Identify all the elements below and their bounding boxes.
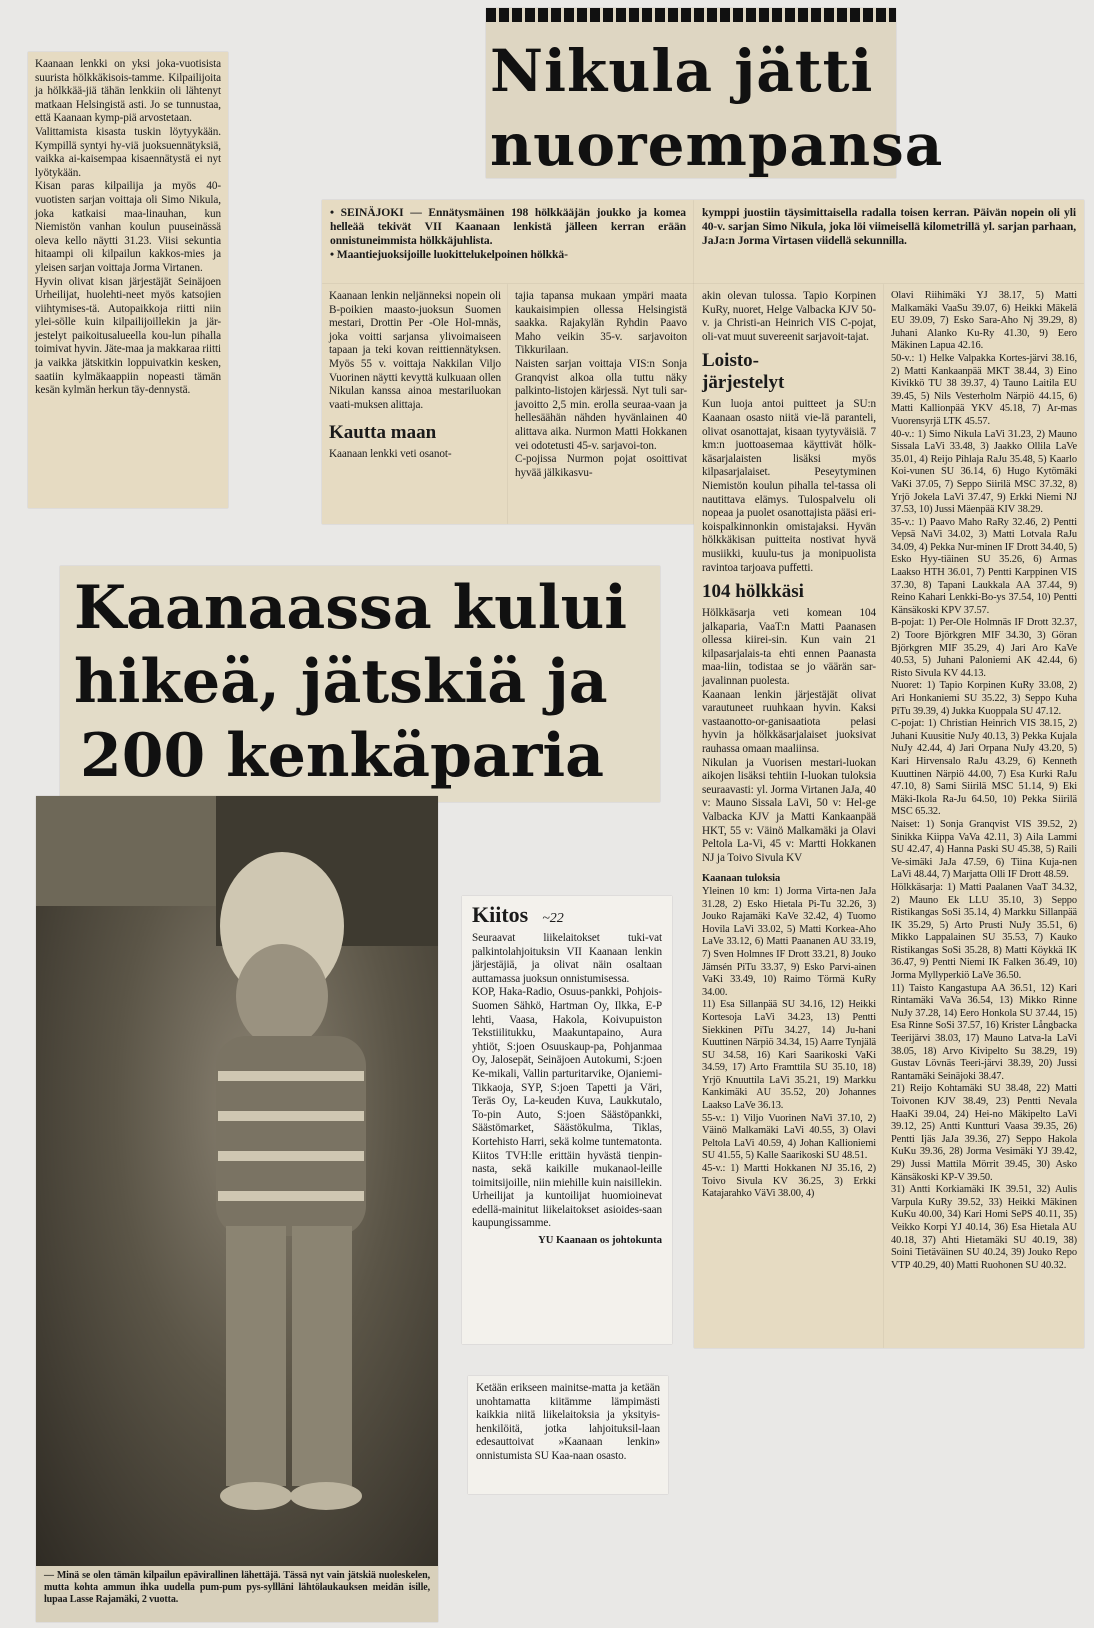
- left-column-clipping: [28, 52, 228, 508]
- column-c-text3: Hölkkäsarja veti komean 104 jalkaparia, VaaT:n Matti Paanasen ollessa kiirei-sin. Kun vain 21 kilpasarjalais-ta ehti ennen Paanasta maa-liin, todistaa se jo väärän sar-javalinnan puolesta. Kaanaan lenkin järjestäjät olivat varautuneet ruuhkaan hyvin. Kaksi vastaanotto-or-ganisaatiota pelasi hyvin ja hölkkäsarjalaiset juoksivat rauhassa omaan maaliinsa. Nikulan ja Vuorisen mestari-luokan aikojen lisäksi tehtiin I-luokan tuloksia seuraavasti: yl. Jorma Virtanen JaJa, 40 v: Mauno Sissala LaVi, 50 v: Hel-ge Valbacka KJV ja Matti Kankaanpää HKT, 55 v: Väinö Malkamäki ja Olavi Peltola La-Vi, 45 v: Martti Hokkanen NJ ja Toivo Sivula KV: [702, 607, 876, 864]
- column-c-text: akin olevan tulossa. Tapio Korpinen KuRy, nuoret, Helge Valbacka KJV 50-v. ja Christi-an Heinrich VIS C-pojat, oli-vat muut suvereenit sarjavoit-tajat.: [702, 290, 876, 343]
- top-headline-line2: nuorempansa: [490, 111, 944, 179]
- column-c-subhead2: 104 hölkkäsi: [702, 581, 804, 603]
- column-d-clipping: [884, 284, 1084, 1348]
- column-a-subhead: Kautta maan: [329, 422, 437, 444]
- column-c-text2: Kun luoja antoi puitteet ja SU:n Kaanaan osasto niitä vie-lä paranteli, olivat osanottajat, kisaan tyytyväisiä. 7 km:n juottoasemaa käyttivät hölk-käsarjalaisten lisäksi myös kilpasarjalaiset. Peseytyminen Niemistön koulun pihalla tel-tassa oli nautittava elämys. Tulospalvelu oli nopeaa ja puolet osanottajista pääsi eri-koispalkinnonkin omistajaksi. Hyvän hölkkäkisan puitteita nostivat hyvä musiikki, kuulu-tus ja monipuolista ravintoa tarjoava puffetti.: [702, 398, 876, 574]
- photo-caption: — Minä se olen tämän kilpailun epävirallinen lähettäjä. Tässä nyt vain jätskiä nuoleskelen, mutta kohta ammun ihka uudella pum-pum pys-syllläni lähtölaukauksen meidän isille, lupaa Lasse Rajamäki, 2 vuotta.: [44, 1570, 430, 1605]
- thanks-title: Kiitos: [472, 902, 529, 927]
- child-silhouette-image: [36, 796, 438, 1566]
- note-text: Ketään erikseen mainitse-matta ja ketään unohtamatta kiitämme lämpimästi kaikkia niitä liikelaitoksia ja yksityis-henkilöitä, jotka lahjoituksil-laan edesauttoivat »Kaanaan lenkin» onnistumista SU Kaa-naan osasto.: [476, 1382, 660, 1462]
- column-a-tail: Kaanaan lenkki veti osanot-: [329, 448, 452, 461]
- column-d-text: Olavi Riihimäki YJ 38.17, 5) Matti Malkamäki VaaSu 39.07, 6) Heikki Mäkelä EU 39.09, 7) Esko Sara-Aho Nj 39.29, 8) Juhani Alanko Ku-Ry 41.30, 9) Eero Mäkinen Lapua 42.16. 50-v.: 1) Helke Valpakka Kortes-järvi 38.16, 2) Matti Kankaanpää MKT 38.44, 3) Eino Kivikkö TU 38 39.37, 4) Tauno Laitila EU 39.45, 5) Nils Vesterholm Närpiö 44.15, 6) Matti Kallionpää YKV 45.18, 7) Ar-mas Vuorensyrjä LTK 45.57. 40-v.: 1) Simo Nikula LaVi 31.23, 2) Mauno Sissala LaVi 33.48, 3) Jaakko Ollila LaVe 35.01, 4) Reijo Pihlaja RaJu 35.48, 5) Kaarlo Koi-vunen SU 36.14, 6) Hugo Kytömäki VaKi 37.05, 7) Seppo Siirilä MSC 37.32, 8) Yrjö Jokela LaVi 37.47, 9) Erkki Niemi NJ 37.53, 10) Jussi Mäenpää KIV 38.29. 35-v.: 1) Paavo Maho RaRy 32.46, 2) Pentti Vepsä NaVi 34.02, 3) Matti Lotvala RaJu 34.09, 4) Pekka Nur-minen IF Drott 34.40, 5) Esko Hyy-tiäinen SU 35.26, 6) Armas Laakso HTH 36.01, 7) Pentti Karppinen VIS 37.30, 8) Tapani Laukkala AA 37.44, 9) Reino Kahari Lenkki-Bo-ys 37.54, 10) Pentti Känsäkoski KPV 37.57. B-pojat: 1) Per-Ole Holmnäs IF Drott 32.37, 2) Toore Björkgren MIF 34.30, 3) Göran Björkgren MIF 35.29, 4) Jari Aro KaVe 40.53, 5) Juhani Paloniemi AK 42.44, 6) Risto Sivula KV 44.13. Nuoret: 1) Tapio Korpinen KuRy 33.08, 2) Ari Honkaniemi SU 35.22, 3) Seppo Kuha PiTu 39.39, 4) Jukka Kuoppala SU 47.12. C-pojat: 1) Christian Heinrich VIS 38.15, 2) Juhani Kuusitie NuJy 40.13, 3) Pekka Kujala NuJy 42.44, 4) Jari Orpana NuJy 43.20, 5) Kari Hirvensalo RaJu 43.29, 6) Kenneth Kuuttinen Närpiö 44.00, 7) Esa Kurki RaJu 47.10, 8) Sami Siirilä MSC 51.14, 9) Eki Mäki-Ikola Ra-Ju 64.50, 10) Pekka Siirilä MSC 65.32. Naiset: 1) Sonja Granqvist VIS 39.52, 2) Sinikka Kiippa VaVa 42.11, 3) Aila Lammi SU 42.47, 4) Hanna Paski SU 45.38, 5) Raili Ve-simäki JaJa 47.59, 6) Tiina Kuja-nen LaVi 48.44, 7) Marjatta Olli IF Drott 48.59. Hölkkäsarja: 1) Matti Paalanen VaaT 34.32, 2) Mauno Ek LLU 35.10, 3) Seppo Ristikangas SoSi 35.14, 4) Markku Sillanpää IK 35.29, 5) Arto Prusti NuJy 35.51, 6) Mikko Lappalainen SU 35.53, 7) Kauko Ristikangas SoSi 35.28, 8) Matti Köykkä IK 36.47, 9) Pentti Niemi IK Falken 36.49, 10) Jorma Myllyperkiö LaVe 36.50. 11) Taisto Kangastupa AA 36.51, 12) Kari Rintamäki VaVa 36.54, 13) Mikko Rinne NuJy 37.28, 14) Eero Honkola SU 37.44, 15) Esa Rinne SoSi 37.57, 16) Krister Långbacka Teerijärvi 38.03, 17) Mauno Latva-la LaVi 38.05, 18) Arvo Kivipelto Su 38.29, 19) Gustav Lövnäs Teeri-järvi 38.39, 20) Jussi Rantamäki Seinäjoki 38.47. 21) Reijo Kohtamäki SU 38.48, 22) Matti Toivonen KJV 38.49, 23) Pentti Nevala HaaKi 39.04, 24) Hei-no Mäkipelto LaVi 39.12, 25) Antti Kuntturi Vaasa 39.35, 26) Pentti Ijäs JaJa 39.36, 27) Seppo Hakola KuKu 39.36, 28) Jorma Vesimäki YJ 39.42, 29) Jussi Mattila Mörrit 39.45, 30) Asko Känsäkoski KP-V 39.50. 31) Antti Korkiamäki IK 39.51, 32) Aulis Varpula KuRy 39.52, 33) Heikki Mäkinen KuKu 40.00, 34) Kari Homi SePS 40.11, 35) Veikko Korpi YJ 40.14, 36) Esa Hietala AU 40.18, 37) Ahti Hietamäki SU 40.19, 38) Soini Tietäväinen SU 40.24, 39) Jouko Repo VTP 40.29, 40) Matti Ruohonen SU 40.32.: [891, 290, 1077, 1271]
- top-headline-clipping: [486, 8, 944, 179]
- main-headline-line1: Kaanaassa kului: [74, 573, 628, 643]
- note-clipping: [468, 1376, 668, 1494]
- column-b-clipping: [508, 284, 694, 524]
- column-c-clipping: [694, 284, 884, 1348]
- results-title: Kaanaan tuloksia: [702, 873, 781, 885]
- lead-right-clipping: [694, 200, 1084, 284]
- main-headline-clipping: [60, 566, 660, 802]
- thanks-header: [472, 902, 662, 928]
- thanks-signature: YU Kaanaan os johtokunta: [538, 1235, 662, 1247]
- column-a-text: Kaanaan lenkin neljänneksi nopein oli B-poikien maasto-juoksun Suomen mestari, Drottin Per -Ole Hol-mnäs, joka voitti sarjansa ylivoimaiseen tapaan ja teki kovan reittiennätyksen. Myös 55 v. voittaja Nakkilan Viljo Vuorinen näytti kevyttä kulkuaan ollen Nikulan kanssa ainoa mestariluokan vaati-muksen alittaja.: [329, 290, 501, 411]
- column-b-text: tajia tapansa mukaan ympäri maata kaukaisimpien ollessa Helsingistä saakka. Rajakylän Ryhdin Paavo Maho veikin 35-v. sarjavoiton Tikkurilaan. Naisten sarjan voittaja VIS:n Sonja Granqvist alkoa olla tuttu näky palkinto-listojen kärjessä. Nyt tuli sar-javoitto 2,5 min. erolla seuraa-vaan ja hellesäähän nähden hyvänlainen 40 alittava aika. Nurmon Matti Hokkanen vei odotetusti 45-v. sarjavoi-ton. C-pojissa Nurmon pojat osoittivat hyvää jälkikasvu-: [515, 290, 687, 479]
- main-headline-line3: 200 kenkäparia: [80, 721, 605, 791]
- lead-clipping: [322, 200, 694, 284]
- lead-text: • SEINÄJOKI — Ennätysmäinen 198 hölkkääjän joukko ja komea helleää tekivät VII Kaanaan lenkistä jälleen kerran erään onnistuneimmista hölkkäjuhlista. • Maantiejuoksijoille luokittelukelpoinen hölkkä-: [330, 206, 686, 261]
- results-text: Yleinen 10 km: 1) Jorma Virta-nen JaJa 31.28, 2) Esko Hietala Pi-Tu 32.26, 3) Jouko Rajamäki KaVe 32.42, 4) Tuomo Hovila LaVi 33.02, 5) Matti Korkea-Aho LaVe 33.12, 6) Matti Paananen AU 33.19, 7) Sven Holmnes IF Drott 33.21, 8) Jouko Jämsén PiTu 33.37, 9) Esko Parvi-ainen VaKi 33.49, 10) Raimo Törmä KuRy 34.00. 11) Esa Sillanpää SU 34.16, 12) Heikki Kortesoja LaVi 34.23, 13) Pentti Siekkinen PiTu 34.27, 14) Ju-hani Kuuttinen Närpiö 34.34, 15) Aarre Tynjälä SU 34.58, 16) Kari Saarikoski VaKi 34.59, 17) Arto Framttila SU 35.10, 18) Yrjö Knuuttila LaVi 35.21, 19) Markku Kankimäki AU 35.52, 20) Johannes Laakso LaVe 36.13. 55-v.: 1) Viljo Vuorinen NaVi 37.10, 2) Väinö Malkamäki LaVi 40.55, 3) Olavi Peltola LaVi 40.59, 4) Johan Kallioniemi SU 41.55, 5) Kalle Saarikoski SU 48.51. 45-v.: 1) Martti Hokkanen NJ 35.16, 2) Toivo Sivula KV 36.25, 3) Erkki Katajarahko VäVi 38.00, 4): [702, 885, 876, 1200]
- perforated-edge: [486, 8, 896, 22]
- column-c-subhead1: Loisto-järjestelyt: [702, 350, 785, 394]
- photo-clipping: [36, 796, 438, 1622]
- column-a-clipping: [322, 284, 508, 524]
- top-headline-line1: Nikula jätti: [490, 37, 874, 105]
- child-photo: [36, 796, 438, 1566]
- handwritten-note: ~22: [542, 911, 564, 926]
- thanks-clipping: [462, 896, 672, 1344]
- main-headline-line2: hikeä, jätskiä ja: [74, 647, 608, 717]
- lead-right-text: kymppi juostiin täysimittaisella radalla toisen kerran. Päivän nopein oli yli 40-v. sarjan Simo Nikula, joka löi viimeisellä kilometrillä yl. sarjan parhaan, JaJa:n Jorma Virtasen viidellä sekunnilla.: [702, 206, 1076, 247]
- left-column-text: Kaanaan lenkki on yksi joka-vuotisista suurista hölkkäkisois-tamme. Kilpailijoita ja hölkkää-jiä tähän lenkkiin oli lähtenyt matkaan Helsingistä asti. Jo se tunnustaa, että Kaanaan kymp-piä arvostetaan. Valittamista kisasta tuskin löytyykään. Kympillä syntyi hy-viä juoksuennätyksiä, vaikka ai-kaisempaa kisaennätystä ei nyt lyötykään. Kisan paras kilpailija ja myös 40-vuotisten sarjan voittaja oli Simo Nikula, joka katkaisi maa-linauhan, kun Niemistön vanhan koulun puuseinässä oleva kello näytti 31.23. Viisi sekuntia hitaampi oli kilpailun kakkos-mies ja yleisen sarjan voittaja Jorma Virtanen. Hyvin olivat kisan järjestäjät Seinäjoen Urheilijat, huolehti-neet myös katsojien viihtymises-tä. Autopaikkoja riitti niin ylei-sölle kuin kilpailijoillekin ja jär-jestelyt paikoitusalueella kou-lun pihalla toimivat hyvin. Jäte-maa ja makkaraa riitti ja vaikka jätskitkin loppuivatkin kesken, saatiin kylmäkaappiin nopeasti tämän kesän kylmän herkun täy-dennystä.: [35, 58, 221, 397]
- thanks-text: Seuraavat liikelaitokset tuki-vat palkintolahjoituksin VII Kaanaan lenkin järjestäjiä, ja olivat näin osaltaan auttamassa juoksun onnistumisessa. KOP, Haka-Radio, Osuus-pankki, Pohjois-Suomen Sähkö, Hartman Oy, Ilkka, E-P lehti, Vaasa, Hakola, Koivupuiston Tekstiilitukku, Maakuntapaino, Aura yhtiöt, S:joen Osuuskaup-pa, Pohjanmaa Oy, Jalosepät, Seinäjoen Autokumi, S:joen Ke-mikali, Vallin parturitarvike, Ojaniemi-Tikkaoja, SYP, S:joen Tapetti ja Väri, Teräs Oy, La-keuden Kuva, Laukkutalo, To-pin Auto, S:joen Säästöpankki, Säästömarket, Säästökulma, Tiklas, Kortehisto Harri, sekä kolme tuntematonta. Kiitos TVH:lle erittäin hyvästä tienpin-nasta, sekä kaikille mukanaol-leille toimitsijoille, niin miehille kuin naisillekin. Urheilijat ja kuntoilijat huomioinevat edellä-mainitut liikelaitokset asioides-saan kaupungissamme.: [472, 932, 662, 1230]
